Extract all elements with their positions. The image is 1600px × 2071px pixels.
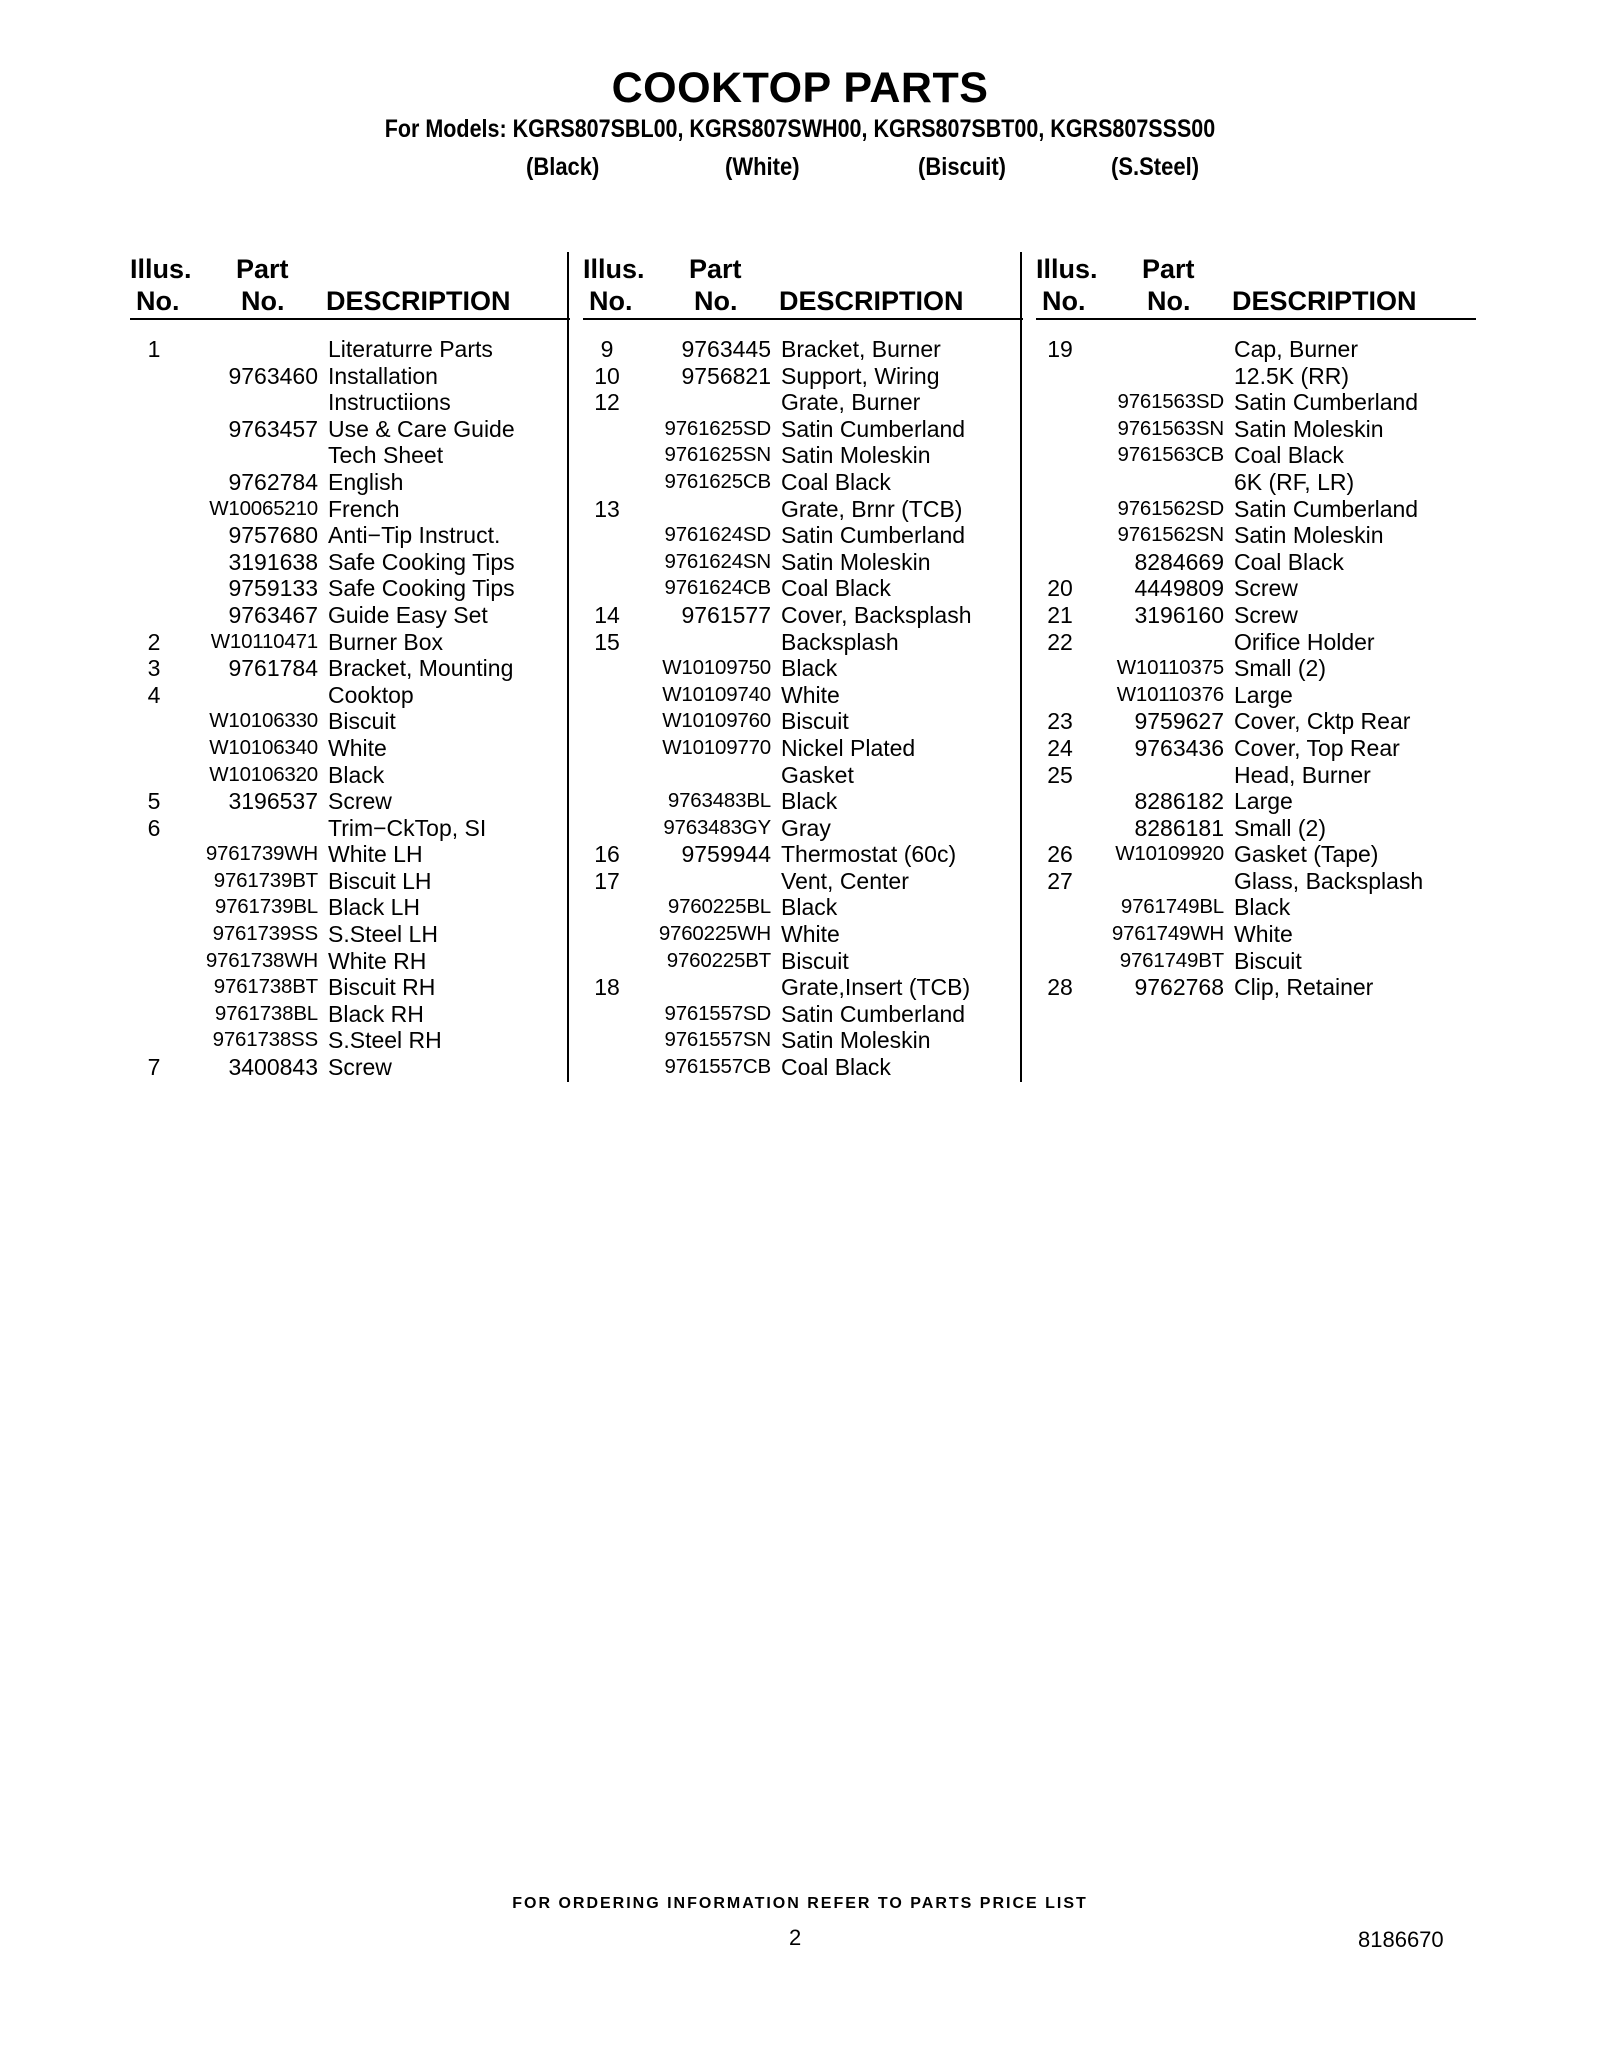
- part-description: Satin Moleskin: [781, 548, 931, 575]
- table-row: [583, 1027, 1023, 1054]
- table-row: [130, 921, 570, 948]
- part-number: 9761739BL: [214, 895, 318, 919]
- part-number: 3196160: [1134, 601, 1224, 628]
- table-row: [1036, 788, 1476, 815]
- table-row: [583, 363, 1023, 390]
- illus-number: 7: [147, 1054, 161, 1081]
- part-description: Biscuit: [781, 947, 849, 974]
- header-illus-no: No.: [589, 286, 633, 316]
- header-part: Part: [1142, 254, 1195, 284]
- parts-rows: [583, 336, 1023, 1081]
- table-row: [1036, 469, 1476, 496]
- table-row: [1036, 549, 1476, 576]
- part-description: Orifice Holder: [1234, 628, 1375, 655]
- part-number: W10109750: [662, 656, 771, 680]
- table-row: [130, 655, 570, 682]
- part-number: 9761749WH: [1111, 922, 1224, 946]
- part-number: 9761577: [681, 601, 771, 628]
- table-row: [583, 389, 1023, 416]
- table-row: [583, 841, 1023, 868]
- table-row: [130, 469, 570, 496]
- part-number: 9760225WH: [658, 922, 771, 946]
- part-description: Black LH: [328, 894, 421, 921]
- table-row: [583, 442, 1023, 469]
- part-number: 9763483GY: [663, 815, 771, 839]
- part-number: 9762768: [1134, 974, 1224, 1001]
- table-row: [583, 708, 1023, 735]
- illus-number: 13: [594, 495, 620, 522]
- table-row: [130, 336, 570, 363]
- table-row: [1036, 841, 1476, 868]
- part-description: Anti−Tip Instruct.: [328, 522, 501, 549]
- table-row: [583, 549, 1023, 576]
- table-row: [130, 522, 570, 549]
- part-number: W10106330: [209, 709, 318, 733]
- table-row: [1036, 575, 1476, 602]
- header-illus: Illus.: [583, 254, 645, 284]
- table-row: [130, 708, 570, 735]
- part-number: W10106320: [209, 762, 318, 786]
- header-description: DESCRIPTION: [1232, 286, 1417, 316]
- table-row: [583, 948, 1023, 975]
- part-description: S.Steel LH: [328, 921, 438, 948]
- illus-number: 27: [1047, 867, 1073, 894]
- parts-column-1: [130, 254, 570, 1081]
- table-row: [1036, 974, 1476, 1001]
- color-biscuit: (Biscuit): [918, 153, 1006, 181]
- part-number: 9762784: [228, 468, 318, 495]
- part-description: English: [328, 468, 404, 495]
- table-row: [130, 629, 570, 656]
- table-row: [1036, 815, 1476, 842]
- color-variants: [0, 152, 1600, 182]
- part-description: Black: [781, 655, 838, 682]
- part-description: Thermostat (60c): [781, 841, 957, 868]
- part-description: Screw: [1234, 575, 1298, 602]
- table-row: [1036, 389, 1476, 416]
- part-number: 9759133: [228, 575, 318, 602]
- part-number: 9761738BL: [214, 1001, 318, 1025]
- parts-rows: [1036, 336, 1476, 1001]
- part-description: Black: [781, 788, 838, 815]
- part-number: 9761749BT: [1119, 948, 1224, 972]
- table-row: [583, 894, 1023, 921]
- table-row: [130, 788, 570, 815]
- column-header: [130, 254, 570, 320]
- part-description: Satin Cumberland: [781, 1000, 966, 1027]
- part-number: 9761624SD: [664, 523, 771, 547]
- table-row: [130, 894, 570, 921]
- illus-number: 24: [1047, 734, 1073, 761]
- part-number: 9761738BT: [213, 975, 318, 999]
- header-illus: Illus.: [130, 254, 192, 284]
- part-description: S.Steel RH: [328, 1027, 442, 1054]
- table-row: [130, 442, 570, 469]
- part-number: 9761563SD: [1117, 390, 1224, 414]
- part-description: Biscuit: [328, 708, 396, 735]
- table-row: [1036, 948, 1476, 975]
- part-number: 8284669: [1134, 548, 1224, 575]
- part-description: White LH: [328, 841, 423, 868]
- part-number: 9761624SN: [664, 549, 771, 573]
- part-description: Screw: [328, 1054, 392, 1081]
- part-number: 8286182: [1134, 788, 1224, 815]
- table-row: [583, 416, 1023, 443]
- part-description: French: [328, 495, 400, 522]
- header-illus-no: No.: [136, 286, 180, 316]
- part-description: Black: [328, 761, 385, 788]
- illus-number: 6: [147, 814, 161, 841]
- part-description: Literaturre Parts: [328, 336, 493, 362]
- part-number: W10109740: [662, 682, 771, 706]
- table-row: [130, 363, 570, 390]
- table-row: [583, 1054, 1023, 1081]
- header-part: Part: [689, 254, 742, 284]
- table-row: [583, 496, 1023, 523]
- part-number: W10110375: [1116, 656, 1224, 680]
- part-number: 9761738SS: [212, 1028, 318, 1052]
- part-description: Cover, Backsplash: [781, 601, 972, 628]
- table-row: [130, 416, 570, 443]
- part-description: Screw: [1234, 601, 1298, 628]
- part-number: 4449809: [1134, 575, 1224, 602]
- part-number: 3400843: [228, 1054, 318, 1081]
- part-description: Cover, Cktp Rear: [1234, 708, 1411, 735]
- part-description: Satin Cumberland: [781, 415, 966, 442]
- header-illus-no: No.: [1042, 286, 1086, 316]
- illus-number: 16: [594, 841, 620, 868]
- part-number: 9763445: [681, 336, 771, 362]
- part-number: 9761625SN: [664, 443, 771, 467]
- illus-number: 17: [594, 867, 620, 894]
- part-description: Backsplash: [781, 628, 899, 655]
- table-row: [1036, 735, 1476, 762]
- illus-number: 28: [1047, 974, 1073, 1001]
- table-row: [1036, 522, 1476, 549]
- table-row: [583, 655, 1023, 682]
- table-row: [583, 788, 1023, 815]
- table-row: [583, 1001, 1023, 1028]
- parts-rows: [130, 336, 570, 1081]
- part-number: 9759944: [681, 841, 771, 868]
- table-row: [583, 469, 1023, 496]
- page-title: COOKTOP PARTS: [611, 64, 989, 112]
- table-row: [1036, 682, 1476, 709]
- part-description: Gasket (Tape): [1234, 841, 1379, 868]
- part-description: Trim−CkTop, SI: [328, 814, 487, 841]
- table-row: [130, 549, 570, 576]
- part-number: 9761557SD: [664, 1001, 771, 1025]
- part-description: Coal Black: [1234, 442, 1344, 469]
- part-number: 9763460: [228, 362, 318, 389]
- part-description: Tech Sheet: [328, 442, 444, 469]
- part-number: 9761784: [228, 655, 318, 682]
- column-divider: [1020, 252, 1022, 1082]
- part-number: W10109760: [662, 709, 771, 733]
- part-number: 9761563CB: [1117, 443, 1224, 467]
- column-header: [1036, 254, 1476, 320]
- table-row: [583, 974, 1023, 1001]
- part-description: White: [1234, 921, 1293, 948]
- part-number: 9759627: [1134, 708, 1224, 735]
- table-row: [583, 815, 1023, 842]
- header-part-no: No.: [694, 286, 738, 316]
- color-black: (Black): [526, 153, 600, 181]
- table-row: [1036, 708, 1476, 735]
- part-description: Biscuit: [781, 708, 849, 735]
- part-number: 9763483BL: [667, 789, 771, 813]
- part-number: 9763436: [1134, 734, 1224, 761]
- table-row: [130, 815, 570, 842]
- illus-number: 2: [147, 628, 161, 655]
- table-row: [583, 868, 1023, 895]
- part-number: 9761749BL: [1120, 895, 1224, 919]
- part-description: Gasket: [781, 761, 854, 788]
- part-description: Nickel Plated: [781, 734, 916, 761]
- table-row: [1036, 655, 1476, 682]
- header-illus: Illus.: [1036, 254, 1098, 284]
- table-row: [130, 1001, 570, 1028]
- illus-number: 1: [147, 336, 161, 362]
- illus-number: 9: [600, 336, 614, 362]
- illus-number: 22: [1047, 628, 1073, 655]
- table-row: [130, 1027, 570, 1054]
- parts-column-2: [583, 254, 1023, 1081]
- part-description: Black RH: [328, 1000, 424, 1027]
- part-description: Support, Wiring: [781, 362, 940, 389]
- table-row: [583, 336, 1023, 363]
- illus-number: 12: [594, 389, 620, 416]
- part-number: 9763457: [228, 415, 318, 442]
- part-number: 9761625SD: [664, 416, 771, 440]
- part-description: Cap, Burner: [1234, 336, 1359, 362]
- illus-number: 18: [594, 974, 620, 1001]
- part-description: Guide Easy Set: [328, 601, 488, 628]
- table-row: [1036, 762, 1476, 789]
- illus-number: 19: [1047, 336, 1073, 362]
- table-row: [1036, 602, 1476, 629]
- color-s-steel: (S.Steel): [1111, 153, 1200, 181]
- part-description: Cooktop: [328, 681, 414, 708]
- part-description: Glass, Backsplash: [1234, 867, 1424, 894]
- part-description: Large: [1234, 788, 1293, 815]
- part-description: Coal Black: [781, 575, 891, 602]
- part-description: Screw: [328, 788, 392, 815]
- table-row: [583, 682, 1023, 709]
- header-description: DESCRIPTION: [326, 286, 511, 316]
- page-number: 2: [789, 1925, 802, 1950]
- ordering-footer: FOR ORDERING INFORMATION REFER TO PARTS PRICE LIST: [512, 1895, 1088, 1912]
- part-number: 9760225BT: [666, 948, 771, 972]
- part-number: 9761625CB: [664, 469, 771, 493]
- part-number: 9761562SD: [1117, 496, 1224, 520]
- table-row: [583, 522, 1023, 549]
- part-description: Grate,Insert (TCB): [781, 974, 971, 1001]
- part-number: W10106340: [209, 735, 318, 759]
- part-description: Use & Care Guide: [328, 415, 515, 442]
- table-row: [583, 575, 1023, 602]
- part-description: White: [781, 681, 840, 708]
- table-row: [130, 868, 570, 895]
- part-description: Grate, Brnr (TCB): [781, 495, 963, 522]
- part-description: Coal Black: [781, 468, 891, 495]
- column-divider: [567, 252, 569, 1082]
- table-row: [1036, 336, 1476, 363]
- part-description: Instructiions: [328, 389, 451, 416]
- illus-number: 10: [594, 362, 620, 389]
- part-description: Satin Moleskin: [781, 1027, 931, 1054]
- illus-number: 21: [1047, 601, 1073, 628]
- part-description: Safe Cooking Tips: [328, 548, 515, 575]
- part-description: White: [328, 734, 387, 761]
- part-description: Large: [1234, 681, 1293, 708]
- table-row: [1036, 496, 1476, 523]
- part-description: Coal Black: [1234, 548, 1344, 575]
- table-row: [130, 682, 570, 709]
- table-row: [1036, 416, 1476, 443]
- part-number: W10109920: [1115, 842, 1224, 866]
- part-description: Clip, Retainer: [1234, 974, 1374, 1001]
- part-description: 12.5K (RR): [1234, 362, 1350, 389]
- header-part: Part: [236, 254, 289, 284]
- part-description: Coal Black: [781, 1054, 891, 1081]
- table-row: [130, 948, 570, 975]
- part-description: Safe Cooking Tips: [328, 575, 515, 602]
- table-row: [1036, 894, 1476, 921]
- table-row: [130, 1054, 570, 1081]
- part-number: 9761557CB: [664, 1055, 771, 1079]
- part-description: Vent, Center: [781, 867, 909, 894]
- table-row: [583, 921, 1023, 948]
- illus-number: 20: [1047, 575, 1073, 602]
- header-description: DESCRIPTION: [779, 286, 964, 316]
- table-row: [1036, 629, 1476, 656]
- part-number: 8286181: [1134, 814, 1224, 841]
- models-line: For Models: KGRS807SBL00, KGRS807SWH00, KGRS807SBT00, KGRS807SSS00: [384, 115, 1216, 143]
- part-number: W10110376: [1116, 682, 1224, 706]
- table-row: [130, 602, 570, 629]
- part-description: Satin Moleskin: [1234, 522, 1384, 549]
- table-row: [1036, 363, 1476, 390]
- illus-number: 15: [594, 628, 620, 655]
- part-number: 9761557SN: [664, 1028, 771, 1052]
- part-description: Bracket, Burner: [781, 336, 941, 362]
- part-description: Black: [1234, 894, 1291, 921]
- part-description: Cover, Top Rear: [1234, 734, 1400, 761]
- part-description: Installation: [328, 362, 438, 389]
- table-row: [130, 974, 570, 1001]
- part-number: 9757680: [228, 522, 318, 549]
- illus-number: 25: [1047, 761, 1073, 788]
- table-row: [1036, 868, 1476, 895]
- part-description: 6K (RF, LR): [1234, 468, 1355, 495]
- illus-number: 26: [1047, 841, 1073, 868]
- part-description: Head, Burner: [1234, 761, 1371, 788]
- part-description: Biscuit LH: [328, 867, 432, 894]
- part-description: Biscuit: [1234, 947, 1302, 974]
- part-number: W10110471: [210, 629, 318, 653]
- part-description: Small (2): [1234, 655, 1327, 682]
- table-row: [1036, 921, 1476, 948]
- part-number: 9761739WH: [205, 842, 318, 866]
- document-number: 8186670: [1358, 1927, 1444, 1952]
- table-row: [583, 602, 1023, 629]
- part-number: 3191638: [228, 548, 318, 575]
- part-description: Satin Cumberland: [781, 522, 966, 549]
- table-row: [583, 735, 1023, 762]
- table-row: [130, 735, 570, 762]
- part-number: W10109770: [662, 735, 771, 759]
- table-row: [583, 629, 1023, 656]
- part-description: Small (2): [1234, 814, 1327, 841]
- column-header: [583, 254, 1023, 320]
- table-row: [130, 762, 570, 789]
- color-white: (White): [725, 153, 800, 181]
- header-part-no: No.: [241, 286, 285, 316]
- part-number: 9763467: [228, 601, 318, 628]
- table-row: [130, 389, 570, 416]
- illus-number: 4: [147, 681, 161, 708]
- table-row: [130, 496, 570, 523]
- part-number: 9761739BT: [213, 868, 318, 892]
- part-number: 9761563SN: [1117, 416, 1224, 440]
- table-row: [583, 762, 1023, 789]
- illus-number: 14: [594, 601, 620, 628]
- part-description: Burner Box: [328, 628, 444, 655]
- illus-number: 23: [1047, 708, 1073, 735]
- part-description: Satin Moleskin: [1234, 415, 1384, 442]
- part-description: Grate, Burner: [781, 389, 921, 416]
- part-description: Gray: [781, 814, 831, 841]
- parts-column-3: [1036, 254, 1476, 1001]
- part-description: Satin Moleskin: [781, 442, 931, 469]
- part-description: Bracket, Mounting: [328, 655, 514, 682]
- table-row: [1036, 442, 1476, 469]
- part-number: 9760225BL: [667, 895, 771, 919]
- part-number: 9761738WH: [205, 948, 318, 972]
- part-description: White: [781, 921, 840, 948]
- part-number: 9761562SN: [1117, 523, 1224, 547]
- header-part-no: No.: [1147, 286, 1191, 316]
- illus-number: 5: [147, 788, 161, 815]
- part-number: 9761739SS: [212, 922, 318, 946]
- part-description: Biscuit RH: [328, 974, 436, 1001]
- part-number: W10065210: [209, 496, 318, 520]
- table-row: [130, 841, 570, 868]
- illus-number: 3: [147, 655, 161, 682]
- part-description: Satin Cumberland: [1234, 389, 1419, 416]
- part-number: 9761624CB: [664, 576, 771, 600]
- part-description: Black: [781, 894, 838, 921]
- part-number: 9756821: [681, 362, 771, 389]
- part-description: White RH: [328, 947, 427, 974]
- table-row: [130, 575, 570, 602]
- part-description: Satin Cumberland: [1234, 495, 1419, 522]
- part-number: 3196537: [228, 788, 318, 815]
